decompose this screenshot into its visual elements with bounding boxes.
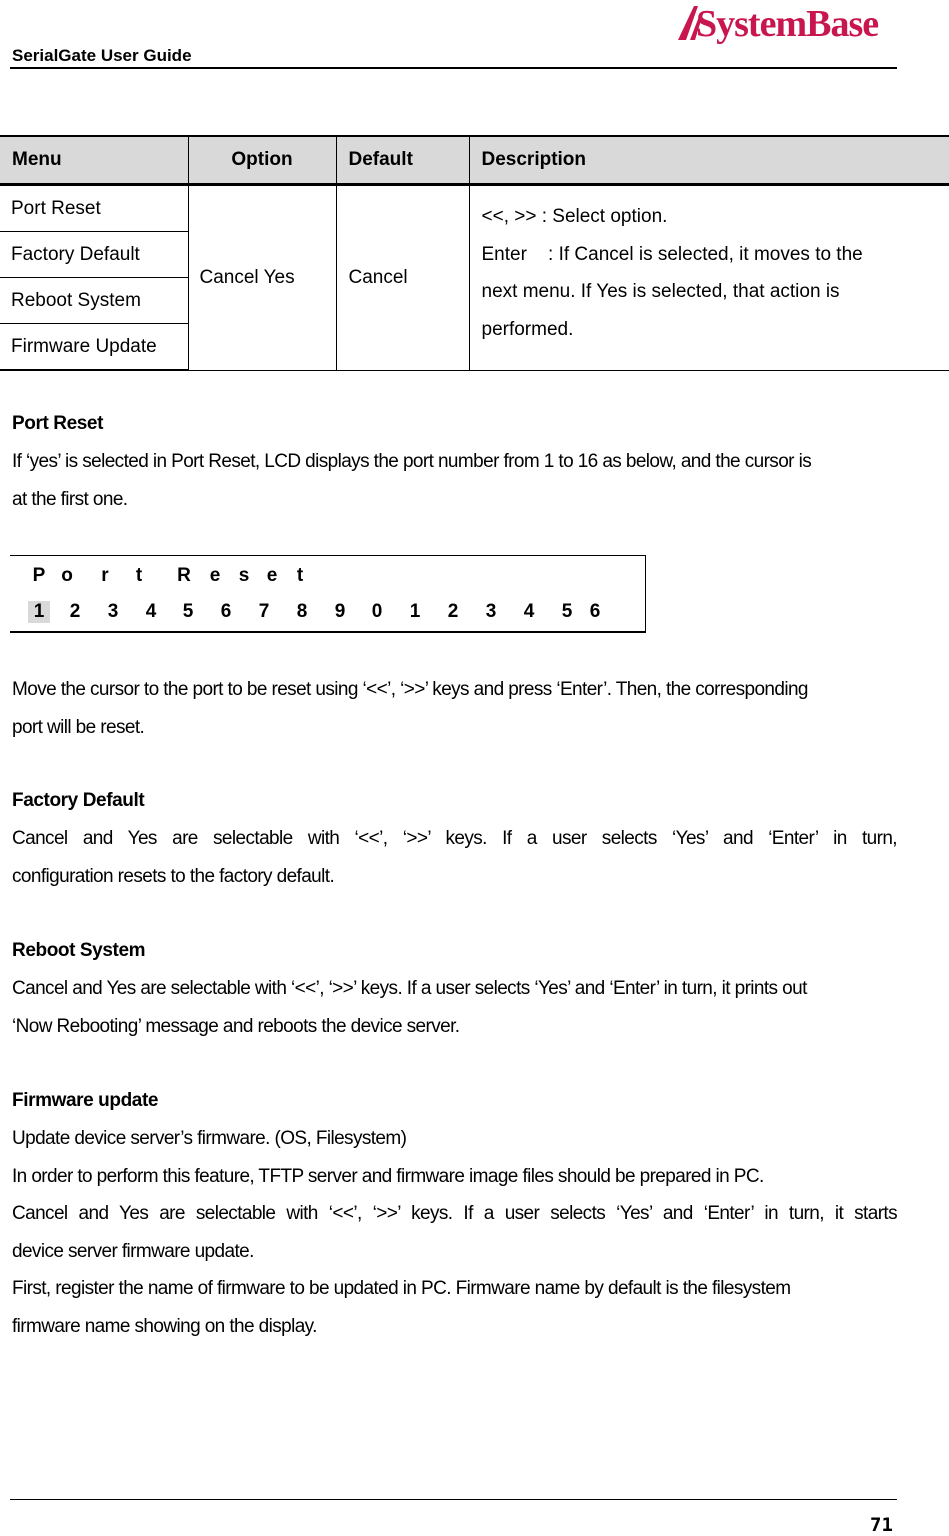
- paragraph-line: firmware name showing on the display.: [12, 1315, 317, 1337]
- factory-default-heading: Factory Default: [12, 790, 145, 811]
- lcd-char: s: [238, 565, 250, 586]
- paragraph-line: port will be reset.: [12, 716, 145, 738]
- default-cell: Cancel: [336, 185, 469, 371]
- lcd-char: 5: [182, 601, 194, 622]
- lcd-char: 9: [334, 601, 346, 622]
- port-reset-after: [12, 671, 897, 746]
- lcd-char: t: [296, 565, 304, 586]
- lcd-cursor-char: 1: [28, 601, 50, 623]
- lcd-char: 7: [258, 601, 270, 622]
- paragraph-line: configuration resets to the factory default.: [12, 865, 335, 887]
- paragraph-line: Update device server’s firmware. (OS, Filesystem): [12, 1128, 407, 1149]
- menu-cell: Firmware Update: [0, 324, 188, 371]
- menu-options-table: [0, 135, 949, 371]
- firmware-update-heading: Firmware update: [12, 1090, 159, 1111]
- paragraph-line: First, register the name of firmware to be updated in PC. Firmware name by default is the filesystem: [12, 1278, 791, 1299]
- document-title: SerialGate User Guide: [12, 46, 192, 65]
- lcd-char: t: [135, 565, 143, 586]
- lcd-char: r: [101, 565, 109, 586]
- table-row: [0, 185, 949, 232]
- factory-default-text: [12, 820, 897, 895]
- lcd-char: o: [61, 565, 73, 586]
- table-header-row: [0, 136, 949, 185]
- lcd-char: P: [32, 565, 46, 586]
- description-cell: [469, 185, 949, 371]
- lcd-char: 0: [371, 601, 383, 622]
- lcd-char: 6: [589, 601, 601, 622]
- paragraph-line: Cancel and Yes are selectable with ‘<<’, ‘>>’ keys. If a user selects ‘Yes’ and ‘Enter’ in turn,: [12, 828, 897, 849]
- footer-rule: [10, 1499, 897, 1500]
- lcd-char: 1: [409, 601, 421, 622]
- lcd-char: R: [177, 565, 191, 586]
- lcd-char: e: [209, 565, 221, 586]
- lcd-display: [10, 555, 646, 633]
- menu-cell: Factory Default: [0, 232, 188, 278]
- lcd-char: 2: [69, 601, 81, 622]
- col-header-description: Description: [469, 136, 949, 185]
- lcd-char: 2: [447, 601, 459, 622]
- col-header-option: Option: [188, 136, 336, 185]
- col-header-default: Default: [336, 136, 469, 185]
- menu-cell: Port Reset: [0, 185, 188, 232]
- paragraph-line: Move the cursor to the port to be reset using ‘<<’, ‘>>’ keys and press ‘Enter’. Then, the corresponding: [12, 679, 808, 700]
- description-line: Enter : If Cancel is selected, it moves to the: [481, 243, 863, 265]
- description-line: next menu. If Yes is selected, that action is: [481, 281, 840, 302]
- reboot-system-heading: Reboot System: [12, 940, 146, 961]
- firmware-update-text: [12, 1120, 897, 1345]
- lcd-char: 3: [107, 601, 119, 622]
- header-rule: [10, 67, 897, 69]
- paragraph-line: at the first one.: [12, 488, 128, 510]
- lcd-char: 3: [485, 601, 497, 622]
- option-cell: Cancel Yes: [188, 185, 336, 371]
- logo-text: SystemBase: [696, 3, 879, 45]
- paragraph-line: Cancel and Yes are selectable with ‘<<’, ‘>>’ keys. If a user selects ‘Yes’ and ‘Enter’ in turn, it starts: [12, 1203, 897, 1224]
- systembase-logo: [674, 0, 902, 48]
- paragraph-line: If ‘yes’ is selected in Port Reset, LCD displays the port number from 1 to 16 as below, and the cursor is: [12, 451, 812, 472]
- paragraph-line: In order to perform this feature, TFTP server and firmware image files should be prepared in PC.: [12, 1165, 764, 1187]
- lcd-char: 8: [296, 601, 308, 622]
- lcd-char: e: [266, 565, 278, 586]
- menu-cell: Reboot System: [0, 278, 188, 324]
- paragraph-line: Cancel and Yes are selectable with ‘<<’, ‘>>’ keys. If a user selects ‘Yes’ and ‘Enter’ in turn, it prints out: [12, 978, 807, 999]
- lcd-char: 4: [145, 601, 157, 622]
- paragraph-line: device server firmware update.: [12, 1240, 254, 1262]
- col-header-menu: Menu: [0, 136, 188, 185]
- lcd-char: 5: [561, 601, 573, 622]
- lcd-char: 6: [220, 601, 232, 622]
- description-line: <<, >> : Select option.: [481, 206, 668, 227]
- port-reset-heading: Port Reset: [12, 413, 104, 434]
- page-number: 71: [870, 1514, 893, 1536]
- lcd-char: 4: [523, 601, 535, 622]
- reboot-system-text: [12, 970, 897, 1045]
- port-reset-intro: [12, 443, 897, 518]
- paragraph-line: ‘Now Rebooting’ message and reboots the device server.: [12, 1015, 460, 1037]
- description-line: performed.: [481, 318, 574, 340]
